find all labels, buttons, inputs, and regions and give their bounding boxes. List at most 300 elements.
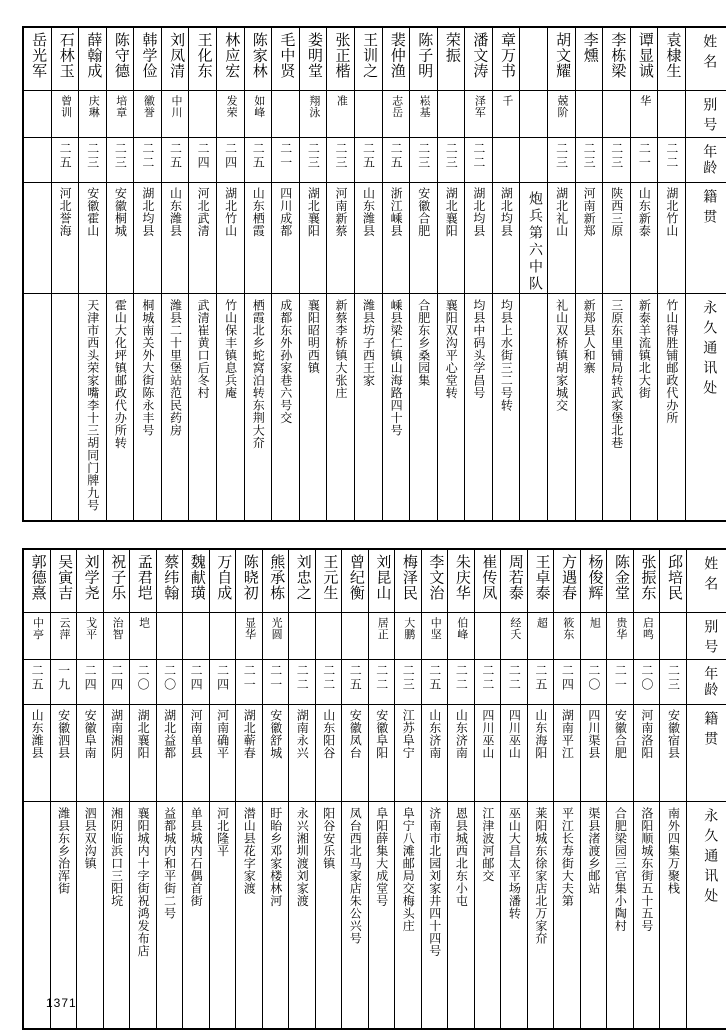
- person-age: 二四: [189, 664, 204, 692]
- cell-person-origin: [421, 705, 448, 802]
- cell-person-age: [527, 660, 554, 705]
- cell-name: [395, 549, 422, 613]
- cell-person-alias: [23, 613, 50, 660]
- person-origin: 四川成都: [278, 187, 293, 237]
- person-origin: 河南洛阳: [639, 709, 654, 759]
- cell-person-address: [327, 294, 355, 522]
- cell-person-alias: [501, 613, 528, 660]
- roster-table-top: [22, 26, 726, 522]
- person-name: 曾纪衡: [347, 554, 364, 601]
- person-name: 刘昆山: [374, 554, 391, 601]
- cell-person-age: [272, 138, 300, 183]
- person-origin: 湖北竹山: [664, 187, 679, 237]
- cell-blank: [520, 138, 548, 183]
- person-origin: 浙江嵊县: [389, 187, 404, 237]
- cell-person-origin: [492, 183, 520, 294]
- cell-person-age: [607, 660, 634, 705]
- person-name: 陈守德: [112, 32, 129, 79]
- person-alias: 经夭: [508, 617, 521, 640]
- cell-name: [134, 27, 162, 91]
- cell-person-age: [106, 138, 134, 183]
- cell-name: [327, 27, 355, 91]
- cell-name: [607, 549, 634, 613]
- person-alias: 中亭: [31, 617, 44, 640]
- cell-person-origin: [437, 183, 465, 294]
- cell-person-address: [368, 802, 395, 1030]
- person-address: 襄阳昭明西镇: [306, 299, 321, 374]
- cell-name: [527, 549, 554, 613]
- table-row-name: [23, 27, 726, 91]
- person-age: 二三: [333, 142, 348, 170]
- person-address: 襄阳城内十字街祝鸿发布店: [136, 807, 151, 957]
- cell-person-origin: [554, 705, 581, 802]
- person-address: 莱阳城东徐家店北万家夼: [533, 807, 548, 945]
- person-age: 二四: [215, 664, 230, 692]
- cell-person-address: [633, 802, 660, 1030]
- cell-person-address: [161, 294, 189, 522]
- cell-person-address: [79, 294, 107, 522]
- cell-person-origin: [474, 705, 501, 802]
- cell-person-age: [50, 660, 77, 705]
- person-name: 陈子明: [416, 32, 433, 79]
- person-origin: 湖南湘阴: [109, 709, 124, 759]
- cell-name: [421, 549, 448, 613]
- cell-name: [156, 549, 183, 613]
- cell-person-alias: [236, 613, 263, 660]
- person-origin: 湖北蕲春: [242, 709, 257, 759]
- cell-person-origin: [272, 183, 300, 294]
- table-row-origin: [23, 183, 726, 294]
- person-age: 二二: [507, 664, 522, 692]
- person-name: 李燻: [581, 32, 598, 63]
- cell-person-age: [103, 660, 130, 705]
- cell-name: [315, 549, 342, 613]
- cell-person-address: [106, 294, 134, 522]
- person-address: 恩县城西北东小屯: [454, 807, 469, 907]
- person-origin: 山东海阳: [533, 709, 548, 759]
- table-row-address: [23, 294, 726, 522]
- cell-person-address: [354, 294, 382, 522]
- cell-person-origin: [289, 705, 316, 802]
- cell-name: [79, 27, 107, 91]
- person-age: 二三: [582, 142, 597, 170]
- cell-person-alias: [660, 613, 687, 660]
- cell-name: [244, 27, 272, 91]
- cell-person-address: [547, 294, 575, 522]
- cell-person-address: [103, 802, 130, 1030]
- person-name: 毛中贤: [278, 32, 295, 79]
- person-age: 二五: [361, 142, 376, 170]
- person-alias: 兢阶: [556, 95, 569, 118]
- person-age: 二二: [664, 142, 679, 170]
- cell-person-age: [474, 660, 501, 705]
- cell-name: [262, 549, 289, 613]
- cell-person-address: [410, 294, 438, 522]
- person-origin: 四川渠县: [586, 709, 601, 759]
- person-address: 江津波河邮交: [480, 807, 495, 882]
- person-address: 栖霞北乡蛇窝泊转东荆大夼: [251, 299, 266, 449]
- cell-name: [23, 27, 51, 91]
- cell-person-origin: [161, 183, 189, 294]
- cell-person-origin: [465, 183, 493, 294]
- person-age: 二五: [168, 142, 183, 170]
- person-address: 益都城内和平街二号: [162, 807, 177, 920]
- person-alias: 华: [638, 95, 651, 107]
- person-name: 杨俊辉: [586, 554, 603, 601]
- cell-name: [103, 549, 130, 613]
- cell-person-address: [299, 294, 327, 522]
- person-origin: 河南确平: [215, 709, 230, 759]
- person-address: 永兴湘圳渡刘家渡: [295, 807, 310, 907]
- person-origin: 安徽合肥: [416, 187, 431, 237]
- person-alias: 徽誉: [142, 95, 155, 118]
- cell-name: [236, 549, 263, 613]
- person-age: 二三: [609, 142, 624, 170]
- person-name: 薛翰成: [85, 32, 102, 79]
- person-address: 潜山县花字家渡: [242, 807, 257, 895]
- person-name: 祝子乐: [109, 554, 126, 601]
- cell-person-origin: [51, 183, 79, 294]
- unit-label-cell: [520, 183, 548, 294]
- cell-name: [217, 27, 245, 91]
- cell-name: [161, 27, 189, 91]
- person-address: 均县上水街三二号转: [499, 299, 514, 412]
- cell-person-age: [315, 660, 342, 705]
- cell-person-origin: [183, 705, 210, 802]
- person-name: 孟君垲: [135, 554, 152, 601]
- person-address: 武清崔黄口后冬村: [196, 299, 211, 399]
- person-age: 二〇: [136, 664, 151, 692]
- person-address: 三原东里铺局转武家堡北巷: [609, 299, 624, 449]
- cell-person-origin: [527, 705, 554, 802]
- cell-person-address: [183, 802, 210, 1030]
- cell-person-address: [342, 802, 369, 1030]
- cell-person-origin: [395, 705, 422, 802]
- person-name: 娄明堂: [305, 32, 322, 79]
- cell-name: [299, 27, 327, 91]
- person-name: 刘忠之: [294, 554, 311, 601]
- table-row-age: [23, 660, 726, 705]
- cell-name: [580, 549, 607, 613]
- cell-person-address: [236, 802, 263, 1030]
- cell-person-origin: [77, 705, 104, 802]
- cell-person-origin: [607, 705, 634, 802]
- cell-person-age: [368, 660, 395, 705]
- person-name: 谭显诚: [636, 32, 653, 79]
- person-alias: 居正: [376, 617, 389, 640]
- cell-person-alias: [299, 91, 327, 138]
- cell-person-alias: [368, 613, 395, 660]
- person-age: 二一: [268, 664, 283, 692]
- cell-person-address: [630, 294, 658, 522]
- column-header-address: 永久通讯处: [685, 294, 726, 522]
- column-header-name: 姓名: [686, 549, 726, 613]
- cell-person-address: [262, 802, 289, 1030]
- person-age: 一九: [56, 664, 71, 692]
- cell-name: [368, 549, 395, 613]
- person-origin: 河南新郑: [582, 187, 597, 237]
- person-origin: 安徽泗县: [56, 709, 71, 759]
- person-name: 陈晓初: [241, 554, 258, 601]
- cell-person-address: [448, 802, 475, 1030]
- person-address: 阜阳薛集大成堂号: [374, 807, 389, 907]
- cell-person-age: [299, 138, 327, 183]
- person-alias: 云萍: [58, 617, 71, 640]
- cell-person-age: [630, 138, 658, 183]
- cell-person-origin: [327, 183, 355, 294]
- cell-person-alias: [630, 91, 658, 138]
- person-alias: 千: [500, 95, 513, 107]
- cell-person-address: [465, 294, 493, 522]
- cell-person-address: [607, 802, 634, 1030]
- cell-name: [575, 27, 603, 91]
- cell-person-alias: [354, 91, 382, 138]
- person-name: 周若泰: [506, 554, 523, 601]
- person-alias: 显华: [243, 617, 256, 640]
- cell-person-alias: [130, 613, 157, 660]
- person-alias: 翔泳: [307, 95, 320, 118]
- person-age: 二二: [321, 664, 336, 692]
- cell-person-origin: [368, 705, 395, 802]
- person-origin: 山东潍县: [30, 709, 45, 759]
- person-name: 王训之: [361, 32, 378, 79]
- person-origin: 湖南永兴: [295, 709, 310, 759]
- person-alias: 启鸣: [641, 617, 654, 640]
- cell-person-age: [658, 138, 686, 183]
- person-origin: 江苏阜宁: [401, 709, 416, 759]
- person-name: 张振东: [639, 554, 656, 601]
- cell-person-address: [23, 294, 51, 522]
- person-alias: 中坚: [429, 617, 442, 640]
- person-alias: 中川: [169, 95, 182, 118]
- person-alias: 伯峰: [455, 617, 468, 640]
- person-age: 二四: [83, 664, 98, 692]
- person-origin: 安徽阜阳: [374, 709, 389, 759]
- person-address: 嵊县梁仁镇山海路四十号: [389, 299, 404, 437]
- cell-person-origin: [660, 705, 687, 802]
- cell-person-origin: [103, 705, 130, 802]
- cell-name: [272, 27, 300, 91]
- column-header-origin: 籍贯: [686, 705, 726, 802]
- person-name: 王元生: [321, 554, 338, 601]
- cell-person-age: [77, 660, 104, 705]
- cell-person-alias: [134, 91, 162, 138]
- cell-person-alias: [437, 91, 465, 138]
- person-address: 渠县渚渡乡邮站: [586, 807, 601, 895]
- cell-person-origin: [580, 705, 607, 802]
- person-age: 二二: [295, 664, 310, 692]
- person-name: 胡文耀: [554, 32, 571, 79]
- column-header-address: 永久通讯处: [686, 802, 726, 1030]
- column-header-age: 年龄: [686, 660, 726, 705]
- cell-name: [554, 549, 581, 613]
- person-alias: 垲: [137, 617, 150, 629]
- cell-name: [633, 549, 660, 613]
- cell-person-origin: [342, 705, 369, 802]
- cell-name: [660, 549, 687, 613]
- cell-person-age: [289, 660, 316, 705]
- person-alias: 庆琳: [87, 95, 100, 118]
- person-name: 石林玉: [57, 32, 74, 79]
- person-address: 平江长寿街大夫第: [560, 807, 575, 907]
- person-address: 南外四集万聚栈: [666, 807, 681, 895]
- cell-person-age: [633, 660, 660, 705]
- cell-person-alias: [289, 613, 316, 660]
- cell-person-age: [395, 660, 422, 705]
- table-row-alias: [23, 613, 726, 660]
- person-age: 二四: [196, 142, 211, 170]
- person-age: 二二: [480, 664, 495, 692]
- person-age: 二二: [471, 142, 486, 170]
- person-alias: 曾训: [59, 95, 72, 118]
- cell-person-origin: [262, 705, 289, 802]
- person-name: 吴寅吉: [56, 554, 73, 601]
- cell-person-address: [437, 294, 465, 522]
- cell-person-age: [327, 138, 355, 183]
- person-name: 朱庆华: [453, 554, 470, 601]
- cell-name: [410, 27, 438, 91]
- cell-person-origin: [501, 705, 528, 802]
- person-age: 二一: [278, 142, 293, 170]
- cell-person-alias: [79, 91, 107, 138]
- person-address: 竹山保丰镇息兵庵: [223, 299, 238, 399]
- cell-person-origin: [236, 705, 263, 802]
- person-address: 新蔡李桥镇大张庄: [333, 299, 348, 399]
- person-alias: 旭: [588, 617, 601, 629]
- cell-person-alias: [410, 91, 438, 138]
- cell-name: [630, 27, 658, 91]
- person-alias: 发荣: [225, 95, 238, 118]
- cell-name: [51, 27, 79, 91]
- person-address: 湘阴临浜口三阳垸: [109, 807, 124, 907]
- cell-person-age: [501, 660, 528, 705]
- column-header-age: 年龄: [685, 138, 726, 183]
- person-age: 二五: [348, 664, 363, 692]
- cell-person-address: [395, 802, 422, 1030]
- person-address: 凤台西北马家店朱公兴号: [348, 807, 363, 945]
- person-origin: 山东栖霞: [251, 187, 266, 237]
- cell-person-alias: [465, 91, 493, 138]
- cell-person-address: [474, 802, 501, 1030]
- person-origin: 四川巫山: [507, 709, 522, 759]
- person-origin: 河北誉海: [58, 187, 73, 237]
- person-name: 陈家林: [250, 32, 267, 79]
- person-age: 二三: [444, 142, 459, 170]
- cell-person-age: [79, 138, 107, 183]
- cell-person-alias: [547, 91, 575, 138]
- cell-name: [130, 549, 157, 613]
- cell-name: [520, 27, 548, 91]
- person-origin: 山东新泰: [637, 187, 652, 237]
- person-age: 二三: [85, 142, 100, 170]
- person-name: 袁棣生: [664, 32, 681, 79]
- cell-name: [77, 549, 104, 613]
- person-age: 二二: [374, 664, 389, 692]
- cell-person-age: [209, 660, 236, 705]
- person-name: 蔡纬翰: [162, 554, 179, 601]
- cell-person-alias: [315, 613, 342, 660]
- person-origin: 安徽阜南: [83, 709, 98, 759]
- cell-person-alias: [183, 613, 210, 660]
- person-address: 洛阳顺城东街五十五号: [639, 807, 654, 932]
- cell-person-age: [183, 660, 210, 705]
- person-age: 二三: [554, 142, 569, 170]
- cell-person-address: [575, 294, 603, 522]
- cell-person-alias: [51, 91, 79, 138]
- cell-person-alias: [554, 613, 581, 660]
- cell-person-origin: [354, 183, 382, 294]
- cell-person-origin: [134, 183, 162, 294]
- person-origin: 湖北均县: [140, 187, 155, 237]
- cell-name: [448, 549, 475, 613]
- person-origin: 河南单县: [189, 709, 204, 759]
- cell-person-origin: [382, 183, 410, 294]
- cell-person-alias: [217, 91, 245, 138]
- person-address: 合肥东乡桑园集: [416, 299, 431, 387]
- person-age: 二三: [401, 664, 416, 692]
- page-number: 1371: [46, 996, 77, 1010]
- cell-person-address: [77, 802, 104, 1030]
- person-address: 桐城南关外大街陈永丰号: [140, 299, 155, 437]
- cell-name: [289, 549, 316, 613]
- person-name: 潘文涛: [471, 32, 488, 79]
- person-origin: 湖北均县: [499, 187, 514, 237]
- cell-person-alias: [189, 91, 217, 138]
- cell-person-age: [580, 660, 607, 705]
- person-address: 盱眙乡邓家楼林河: [268, 807, 283, 907]
- cell-person-alias: [658, 91, 686, 138]
- person-alias: 贵华: [614, 617, 627, 640]
- cell-person-age: [382, 138, 410, 183]
- person-address: 礼山双桥镇胡家城交: [554, 299, 569, 412]
- cell-person-alias: [161, 91, 189, 138]
- cell-name: [106, 27, 134, 91]
- cell-person-alias: [382, 91, 410, 138]
- person-address: 阜宁八滩邮局交梅头庄: [401, 807, 416, 932]
- cell-person-alias: [272, 91, 300, 138]
- cell-person-origin: [130, 705, 157, 802]
- cell-name: [23, 549, 50, 613]
- cell-person-age: [603, 138, 631, 183]
- person-address: 天津市西头荣家嘴李十三胡同门牌九号: [85, 299, 100, 512]
- person-name: 刘学尧: [82, 554, 99, 601]
- cell-person-address: [51, 294, 79, 522]
- cell-person-origin: [217, 183, 245, 294]
- cell-person-address: [50, 802, 77, 1030]
- person-name: 荣振: [443, 32, 460, 63]
- cell-person-alias: [580, 613, 607, 660]
- person-age: 二三: [113, 142, 128, 170]
- cell-person-age: [134, 138, 162, 183]
- cell-person-age: [51, 138, 79, 183]
- cell-name: [603, 27, 631, 91]
- cell-person-alias: [342, 613, 369, 660]
- person-address: 新泰羊流镇北大街: [637, 299, 652, 399]
- person-address: 单县城内石偶首街: [189, 807, 204, 907]
- cell-person-origin: [658, 183, 686, 294]
- person-origin: 山东潍县: [361, 187, 376, 237]
- cell-name: [342, 549, 369, 613]
- cell-person-address: [189, 294, 217, 522]
- cell-person-alias: [156, 613, 183, 660]
- person-age: 二一: [613, 664, 628, 692]
- cell-person-address: [156, 802, 183, 1030]
- person-name: 崔传凤: [480, 554, 497, 601]
- cell-person-address: [217, 294, 245, 522]
- person-address: 泗县双沟镇: [83, 807, 98, 870]
- cell-person-alias: [603, 91, 631, 138]
- cell-person-age: [421, 660, 448, 705]
